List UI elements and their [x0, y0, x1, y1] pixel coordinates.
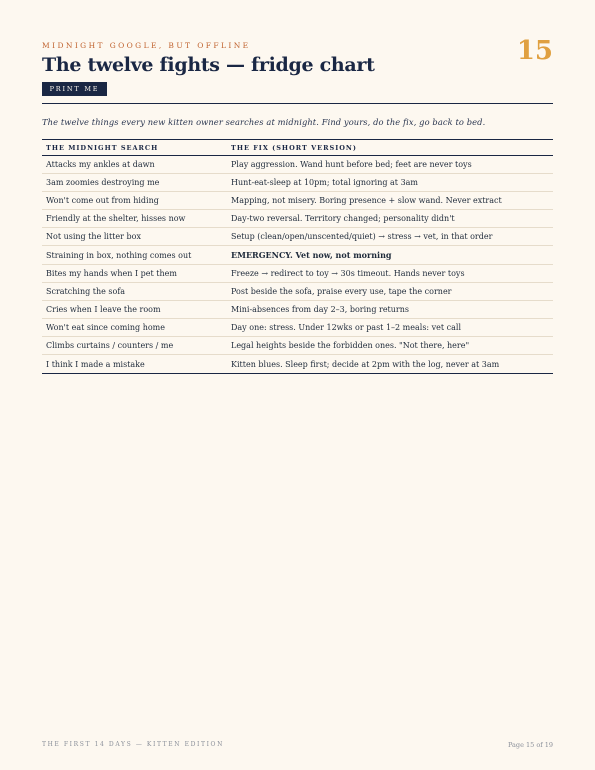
table-row	[42, 192, 553, 210]
table-row	[42, 337, 553, 355]
fix-cell: EMERGENCY. Vet now, not morning	[231, 250, 392, 261]
midnight-search-cell: Won't eat since coming home	[46, 322, 165, 332]
table-row	[42, 156, 553, 174]
table-row	[42, 246, 553, 264]
fix-cell: Post beside the sofa, praise every use, tape the corner	[231, 286, 452, 296]
table-row	[42, 283, 553, 301]
fix-cell: Mini-absences from day 2–3, boring returns	[231, 304, 410, 314]
table-row	[42, 301, 553, 319]
fix-cell: Setup (clean/open/unscented/quiet) → stress → vet, in that order	[231, 232, 493, 242]
fix-cell: Day one: stress. Under 12wks or past 1–2 meals: vet call	[231, 322, 462, 332]
table-row	[42, 319, 553, 337]
fix-cell: Freeze → redirect to toy → 30s timeout. Hands never toys	[231, 268, 465, 278]
table-header-row	[42, 140, 553, 156]
midnight-search-cell: Attacks my ankles at dawn	[46, 160, 155, 170]
midnight-search-cell: Cries when I leave the room	[46, 304, 161, 314]
table-row	[42, 228, 553, 246]
column-header-fix: THE FIX (SHORT VERSION)	[231, 143, 357, 152]
midnight-search-cell: Climbs curtains / counters / me	[46, 340, 174, 350]
fix-cell: Legal heights beside the forbidden ones. "Not there, here"	[231, 340, 470, 350]
eyebrow-label: MIDNIGHT GOOGLE, BUT OFFLINE	[42, 41, 251, 50]
page	[42, 0, 553, 770]
fix-cell: Play aggression. Wand hunt before bed; feet are never toys	[231, 160, 472, 170]
midnight-search-cell: Won't come out from hiding	[46, 196, 159, 206]
midnight-search-cell: 3am zoomies destroying me	[46, 178, 160, 188]
header-divider	[42, 103, 553, 104]
table-row	[42, 174, 553, 192]
table-body	[42, 156, 553, 373]
page-number: 15	[516, 36, 553, 66]
midnight-search-cell: Not using the litter box	[46, 232, 141, 242]
fix-cell: Hunt-eat-sleep at 10pm; total ignoring at 3am	[231, 178, 419, 188]
table-row	[42, 210, 553, 228]
print-button[interactable]: PRINT ME	[42, 82, 107, 96]
midnight-search-cell: Straining in box, nothing comes out	[46, 250, 192, 260]
midnight-search-cell: Bites my hands when I pet them	[46, 268, 177, 278]
table-row	[42, 265, 553, 283]
table-row	[42, 355, 553, 373]
fix-cell: Kitten blues. Sleep first; decide at 2pm with the log, never at 3am	[231, 359, 500, 369]
fix-cell: Mapping, not misery. Boring presence + slow wand. Never extract	[231, 196, 502, 206]
page-title: The twelve fights — fridge chart	[42, 54, 375, 76]
midnight-search-cell: I think I made a mistake	[46, 359, 145, 369]
midnight-search-cell: Friendly at the shelter, hisses now	[46, 214, 186, 224]
midnight-search-cell: Scratching the sofa	[46, 286, 126, 296]
fridge-chart-table	[42, 139, 553, 374]
fix-cell: Day-two reversal. Territory changed; personality didn't	[231, 214, 455, 224]
footer-page-indicator: Page 15 of 19	[507, 741, 553, 749]
intro-text: The twelve things every new kitten owner searches at midnight. Find yours, do the fix, go back to bed.	[42, 117, 486, 127]
column-header-search: THE MIDNIGHT SEARCH	[46, 143, 159, 152]
footer-edition-label: THE FIRST 14 DAYS — KITTEN EDITION	[42, 741, 224, 748]
